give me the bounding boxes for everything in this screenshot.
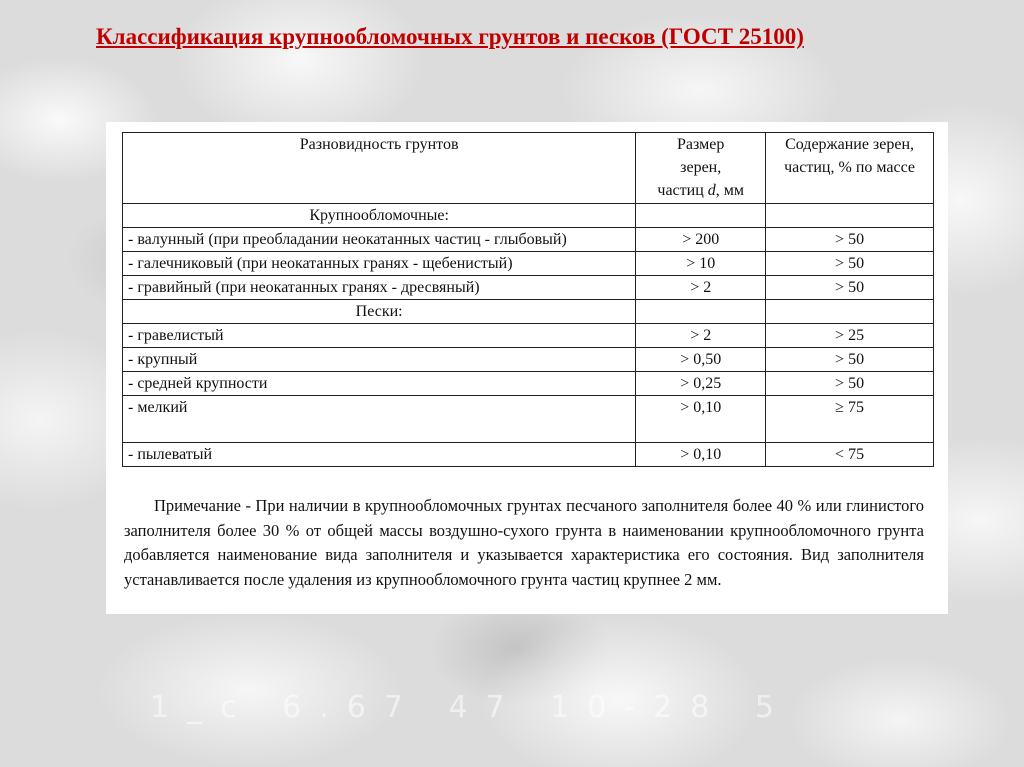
row-size: > 0,25 <box>636 372 766 396</box>
table-row <box>123 396 934 443</box>
table-row <box>123 228 934 252</box>
row-content: > 50 <box>766 228 934 252</box>
header-grain-size-line3b: , мм <box>715 182 745 199</box>
row-content: > 25 <box>766 324 934 348</box>
section-row-coarse <box>123 204 934 228</box>
row-size: > 2 <box>636 324 766 348</box>
header-content: Содержание зерен, частиц, % по массе <box>766 133 934 204</box>
soil-classification-table <box>122 132 934 467</box>
row-name: - галечниковый (при неокатанных гранях - щебенистый) <box>123 252 636 276</box>
row-size: > 0,10 <box>636 396 766 443</box>
row-name: - крупный <box>123 348 636 372</box>
background-watermark-text: 1_с 6.67 47 10-28 5 <box>150 690 792 725</box>
row-name: - мелкий <box>123 396 636 443</box>
row-name: - гравийный (при неокатанных гранях - дресвяный) <box>123 276 636 300</box>
row-size: > 0,50 <box>636 348 766 372</box>
header-grain-size <box>636 133 766 204</box>
row-name: - валунный (при преобладании неокатанных частиц - глыбовый) <box>123 228 636 252</box>
table-row <box>123 348 934 372</box>
table-note: Примечание - При наличии в крупнообломочных грунтах песчаного заполнителя более 40 % или глинистого заполнителя более 30 % от общей массы воздушно-сухого грунта в наименовании крупнообломочного грунта добавляется наименование вида заполнителя и указывается характеристика его состояния. Вид заполнителя устанавливается после удаления из крупнообломочного грунта частиц крупнее 2 мм. <box>124 496 924 589</box>
row-content: > 50 <box>766 276 934 300</box>
row-size: > 0,10 <box>636 443 766 467</box>
section-label: Пески: <box>123 300 636 324</box>
row-content: > 50 <box>766 252 934 276</box>
row-content: > 50 <box>766 348 934 372</box>
table-row <box>123 276 934 300</box>
section-label: Крупнообломочные: <box>123 204 636 228</box>
table-row <box>123 443 934 467</box>
row-content: < 75 <box>766 443 934 467</box>
row-name: - гравелистый <box>123 324 636 348</box>
row-content: ≥ 75 <box>766 396 934 443</box>
section-row-sands <box>123 300 934 324</box>
row-size: > 2 <box>636 276 766 300</box>
table-row <box>123 324 934 348</box>
row-size: > 10 <box>636 252 766 276</box>
row-content: > 50 <box>766 372 934 396</box>
header-grain-size-var: d <box>707 182 716 199</box>
row-name: - средней крупности <box>123 372 636 396</box>
row-name: - пылеватый <box>123 443 636 467</box>
table-panel <box>106 122 948 614</box>
header-grain-size-line1: Размер <box>677 136 725 153</box>
header-grain-size-line3a: частиц <box>657 182 708 199</box>
table-row <box>123 252 934 276</box>
table-header-row <box>123 133 934 204</box>
table-row <box>123 372 934 396</box>
slide-title: Классификация крупнообломочных грунтов и песков (ГОСТ 25100) <box>96 24 804 49</box>
header-grain-size-line2: зерен, <box>680 159 722 176</box>
row-size: > 200 <box>636 228 766 252</box>
header-soil-type: Разновидность грунтов <box>123 133 636 204</box>
